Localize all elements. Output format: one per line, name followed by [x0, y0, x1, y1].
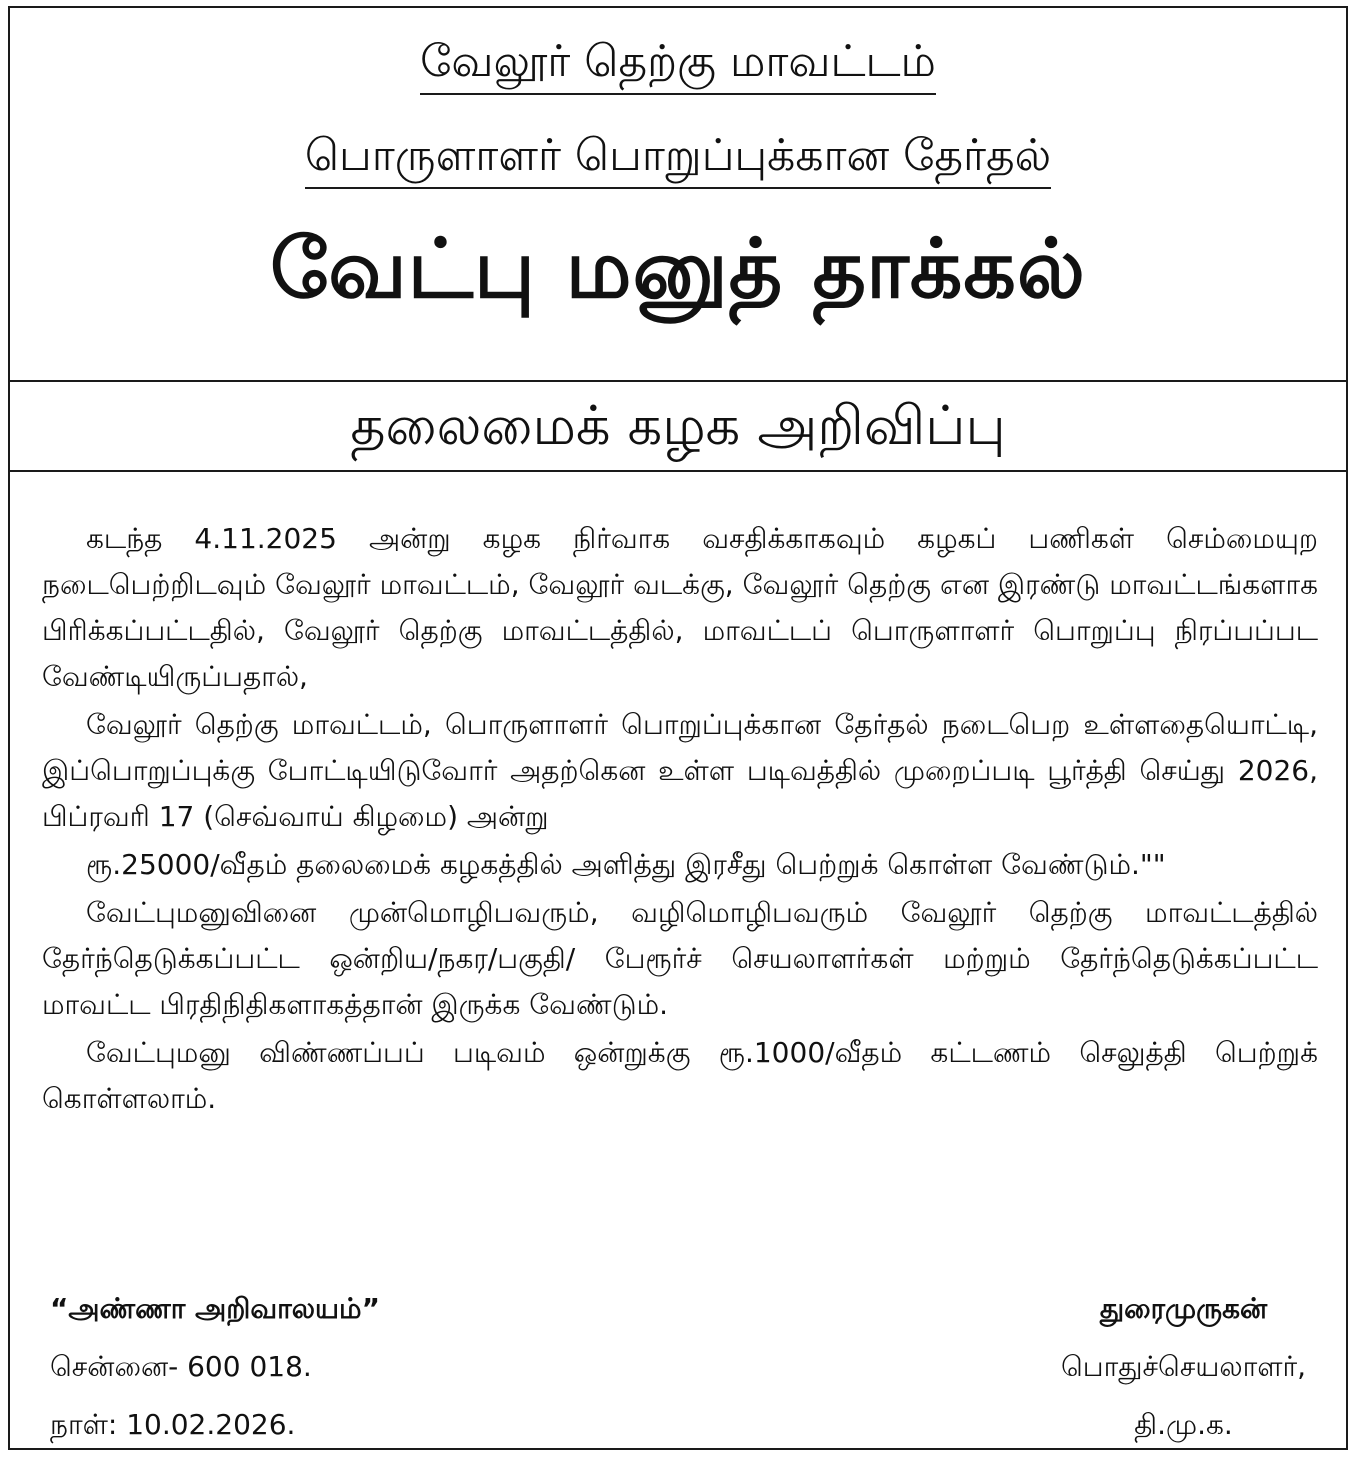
- divider-bottom: [10, 470, 1346, 472]
- notice-date: நாள்: 10.02.2026.: [50, 1408, 296, 1441]
- divider-top: [10, 380, 1346, 382]
- main-title: வேட்பு மனுத் தாக்கல்: [270, 222, 1086, 317]
- body-paragraph-1: கடந்த 4.11.2025 அன்று கழக நிர்வாக வசதிக்காகவும் கழகப் பணிகள் செம்மையுற நடைபெற்றிடவும் வேலூர் மாவட்டம், வேலூர் வடக்கு, வேலூர் தெற்கு என இரண்டு மாவட்டங்களாக பிரிக்கப்பட்டதில், வேலூர் தெற்கு மாவட்டத்தில், மாவட்டப் பொருளாளர் பொறுப்பு நிரப்பப்பட வேண்டியிருப்பதால்,: [42, 522, 1318, 693]
- signatory-name: துரைமுருகன்: [1099, 1292, 1268, 1325]
- address-block: [50, 1280, 380, 1454]
- signatory-title: பொதுச்செயலாளர்,: [1060, 1350, 1306, 1383]
- body-paragraph-5: வேட்புமனு விண்ணப்பப் படிவம் ஒன்றுக்கு ரூ.1000/வீதம் கட்டணம் செலுத்தி பெற்றுக் கொள்ளலாம்.: [42, 1036, 1318, 1115]
- district-heading-text: வேலூர் தெற்கு மாவட்டம்: [420, 36, 936, 95]
- election-heading-text: பொருளாளர் பொறுப்புக்கான தேர்தல்: [305, 130, 1051, 189]
- notice-body: [42, 516, 1318, 1124]
- notice-frame: [8, 6, 1348, 1450]
- election-heading: [10, 130, 1346, 187]
- body-paragraph-2: வேலூர் தெற்கு மாவட்டம், பொருளாளர் பொறுப்புக்கான தேர்தல் நடைபெற உள்ளதையொட்டி, இப்பொறுப்புக்கு போட்டியிடுவோர் அதற்கென உள்ள படிவத்தில் முறைப்படி பூர்த்தி செய்து 2026, பிப்ரவரி 17 (செவ்வாய் கிழமை) அன்று: [42, 708, 1318, 833]
- notice-footer: [10, 1280, 1346, 1450]
- address-name: “அண்ணா அறிவாலயம்”: [50, 1292, 380, 1325]
- district-heading: [10, 36, 1346, 93]
- body-paragraph-4: வேட்புமனுவினை முன்மொழிபவரும், வழிமொழிபவரும் வேலூர் தெற்கு மாவட்டத்தில் தேர்ந்தெடுக்கப்பட்ட ஒன்றிய/நகர/பகுதி/ பேரூர்ச் செயலாளர்கள் மற்றும் தேர்ந்தெடுக்கப்பட்ட மாவட்ட பிரதிநிதிகளாகத்தான் இருக்க வேண்டும்.: [42, 896, 1318, 1021]
- address-city: சென்னை- 600 018.: [50, 1350, 312, 1383]
- body-paragraph-3: ரூ.25000/வீதம் தலைமைக் கழகத்தில் அளித்து இரசீது பெற்றுக் கொள்ள வேண்டும்."": [86, 848, 1166, 881]
- announcement-subtitle: தலைமைக் கழக அறிவிப்பு: [350, 394, 1006, 457]
- notice-header: [10, 8, 1346, 380]
- party-name: தி.மு.க.: [1134, 1408, 1233, 1441]
- signature-block: [1061, 1280, 1306, 1454]
